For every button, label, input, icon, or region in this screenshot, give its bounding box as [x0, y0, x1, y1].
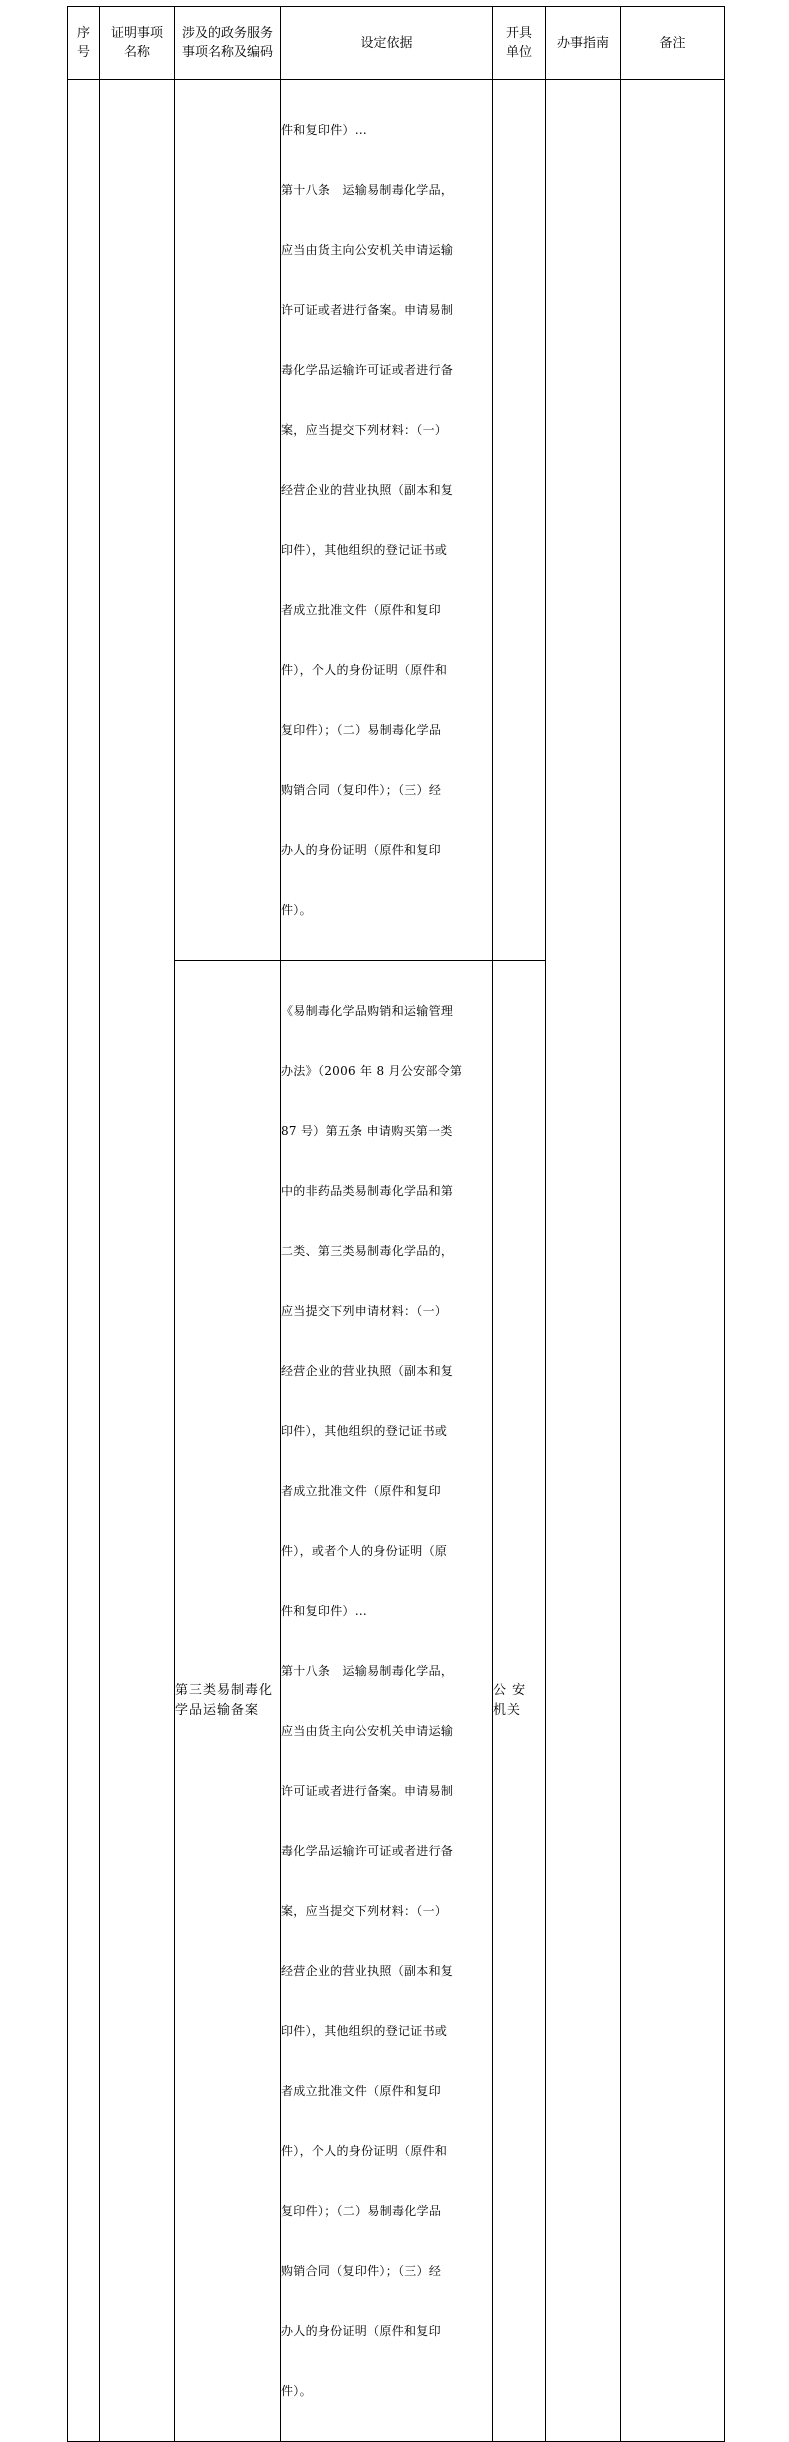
service-item-cell: [175, 80, 281, 961]
basis-line: 者成立批准文件（原件和复印: [281, 603, 441, 617]
basis-line: 经营企业的营业执照（副本和复: [281, 483, 454, 497]
header-row: [68, 7, 725, 80]
basis-cell: [281, 961, 493, 2442]
table-row: [68, 80, 725, 961]
header-service-item: 涉及的政务服务事项名称及编码: [175, 7, 281, 80]
basis-line: 购销合同（复印件）；（三）经: [281, 783, 442, 797]
basis-line: 许可证或者进行备案。申请易制: [281, 303, 454, 317]
header-proof-name: 证明事项名称: [100, 7, 175, 80]
basis-line: 件）。: [281, 2384, 312, 2398]
service-item-cell: 第三类易制毒化学品运输备案: [175, 961, 281, 2442]
basis-line: 经营企业的营业执照（副本和复: [281, 1964, 454, 1978]
basis-line: 应当提交下列申请材料：（一）: [281, 1304, 448, 1318]
basis-line: 应当由货主向公安机关申请运输: [281, 1724, 454, 1738]
basis-line: 办法》（2006 年 8 月公安部令第: [281, 1064, 463, 1078]
basis-line: 应当由货主向公安机关申请运输: [281, 243, 454, 257]
basis-line: 件和复印件）…: [281, 1604, 368, 1618]
basis-line: 中的非药品类易制毒化学品和第: [281, 1184, 454, 1198]
basis-line: 许可证或者进行备案。申请易制: [281, 1784, 454, 1798]
remark-cell: [621, 80, 725, 2442]
document-table: [67, 6, 725, 2442]
header-basis: 设定依据: [281, 7, 493, 80]
header-issuer: 开具单位: [493, 7, 546, 80]
basis-line: 毒化学品运输许可证或者进行备: [281, 1844, 454, 1858]
basis-line: 案，应当提交下列材料：（一）: [281, 1904, 448, 1918]
basis-line: 者成立批准文件（原件和复印: [281, 2084, 441, 2098]
guide-cell: [546, 80, 621, 2442]
basis-line: 第十八条 运输易制毒化学品，: [281, 183, 454, 197]
basis-line: 毒化学品运输许可证或者进行备: [281, 363, 454, 377]
basis-line: 第十八条 运输易制毒化学品，: [281, 1664, 454, 1678]
basis-line: 二类、第三类易制毒化学品的，: [281, 1244, 454, 1258]
basis-line: 复印件）；（二）易制毒化学品: [281, 2204, 442, 2218]
basis-line: 87 号）第五条 申请购买第一类: [281, 1124, 453, 1138]
basis-line: 件），个人的身份证明（原件和: [281, 2144, 448, 2158]
basis-line: 案，应当提交下列材料：（一）: [281, 423, 448, 437]
basis-line: 《易制毒化学品购销和运输管理: [281, 1004, 454, 1018]
basis-line: 办人的身份证明（原件和复印: [281, 2324, 441, 2338]
issuer-cell: [493, 80, 546, 961]
header-remark: 备注: [621, 7, 725, 80]
issuer-cell: 公 安 机关: [493, 961, 546, 2442]
basis-line: 印件），其他组织的登记证书或: [281, 2024, 448, 2038]
basis-line: 办人的身份证明（原件和复印: [281, 843, 441, 857]
basis-cell: [281, 80, 493, 961]
index-cell: [68, 80, 100, 2442]
header-guide: 办事指南: [546, 7, 621, 80]
basis-line: 购销合同（复印件）；（三）经: [281, 2264, 442, 2278]
header-index: 序号: [68, 7, 100, 80]
basis-line: 件），或者个人的身份证明（原: [281, 1544, 448, 1558]
basis-line: 件和复印件）…: [281, 123, 368, 137]
basis-line: 者成立批准文件（原件和复印: [281, 1484, 441, 1498]
basis-line: 复印件）；（二）易制毒化学品: [281, 723, 442, 737]
basis-line: 印件），其他组织的登记证书或: [281, 543, 448, 557]
proof-name-cell: [100, 80, 175, 2442]
basis-line: 件）。: [281, 903, 312, 917]
basis-line: 件），个人的身份证明（原件和: [281, 663, 448, 677]
basis-line: 经营企业的营业执照（副本和复: [281, 1364, 454, 1378]
basis-line: 印件），其他组织的登记证书或: [281, 1424, 448, 1438]
